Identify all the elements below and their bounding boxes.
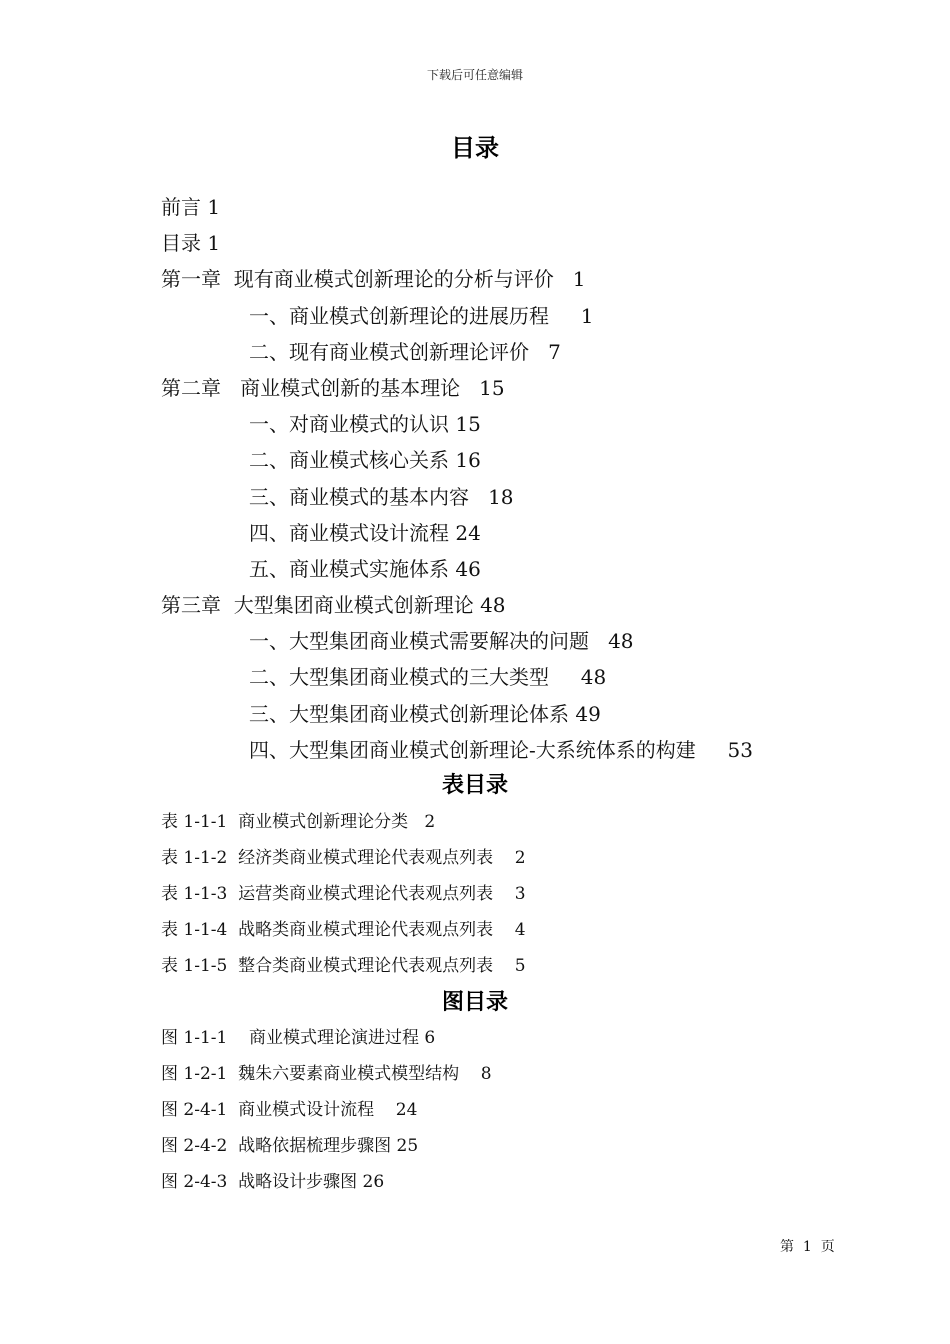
- figures-title: 图目录: [441, 990, 508, 1015]
- toc-subentry[interactable]: 二、商业模式核心关系 16: [249, 448, 481, 473]
- table-entry[interactable]: 表 1-1-2 经济类商业模式理论代表观点列表 2: [161, 848, 526, 868]
- figure-entry[interactable]: 图 1-1-1 商业模式理论演进过程 6: [161, 1028, 436, 1048]
- table-entry[interactable]: 表 1-1-3 运营类商业模式理论代表观点列表 3: [161, 884, 526, 904]
- table-entry[interactable]: 表 1-1-1 商业模式创新理论分类 2: [161, 812, 436, 832]
- toc-subentry[interactable]: 一、大型集团商业模式需要解决的问题 48: [249, 629, 634, 654]
- toc-entry[interactable]: 第二章 商业模式创新的基本理论 15: [161, 375, 505, 400]
- figure-entry[interactable]: 图 2-4-1 商业模式设计流程 24: [161, 1100, 418, 1120]
- toc-subentry[interactable]: 四、商业模式设计流程 24: [249, 520, 481, 545]
- figure-list: [161, 1024, 492, 1204]
- toc-title: 目录: [451, 134, 499, 162]
- header-note: 下载后可任意编辑: [426, 68, 523, 82]
- toc-subentry[interactable]: 二、现有商业模式创新理论评价 7: [249, 339, 561, 364]
- toc-subentry[interactable]: 二、大型集团商业模式的三大类型 48: [249, 665, 607, 690]
- figure-entry[interactable]: 图 2-4-3 战略设计步骤图 26: [161, 1172, 385, 1192]
- toc-subentry[interactable]: 三、大型集团商业模式创新理论体系 49: [249, 701, 601, 726]
- toc-entry[interactable]: 第三章 大型集团商业模式创新理论 48: [161, 593, 506, 618]
- toc-entry[interactable]: 目录 1: [161, 231, 221, 256]
- toc-subentry[interactable]: 三、商业模式的基本内容 18: [249, 484, 514, 509]
- tables-title: 表目录: [441, 773, 508, 798]
- toc-subentry[interactable]: 四、大型集团商业模式创新理论-大系统体系的构建 53: [249, 737, 753, 762]
- figure-entry[interactable]: 图 2-4-2 战略依据梳理步骤图 25: [161, 1136, 419, 1156]
- toc-subentry[interactable]: 一、商业模式创新理论的进展历程 1: [249, 303, 594, 328]
- table-entry[interactable]: 表 1-1-5 整合类商业模式理论代表观点列表 5: [161, 956, 526, 976]
- table-entry[interactable]: 表 1-1-4 战略类商业模式理论代表观点列表 4: [161, 920, 526, 940]
- toc-entry[interactable]: 第一章 现有商业模式创新理论的分析与评价 1: [161, 267, 586, 292]
- toc-entry[interactable]: 前言 1: [161, 195, 221, 219]
- table-list: [161, 808, 526, 988]
- figure-entry[interactable]: 图 1-2-1 魏朱六要素商业模式模型结构 8: [161, 1064, 492, 1084]
- page-number: 第 1 页: [780, 1239, 835, 1255]
- toc-list: [161, 192, 753, 771]
- toc-subentry[interactable]: 一、对商业模式的认识 15: [249, 412, 481, 437]
- toc-subentry[interactable]: 五、商业模式实施体系 46: [249, 556, 481, 581]
